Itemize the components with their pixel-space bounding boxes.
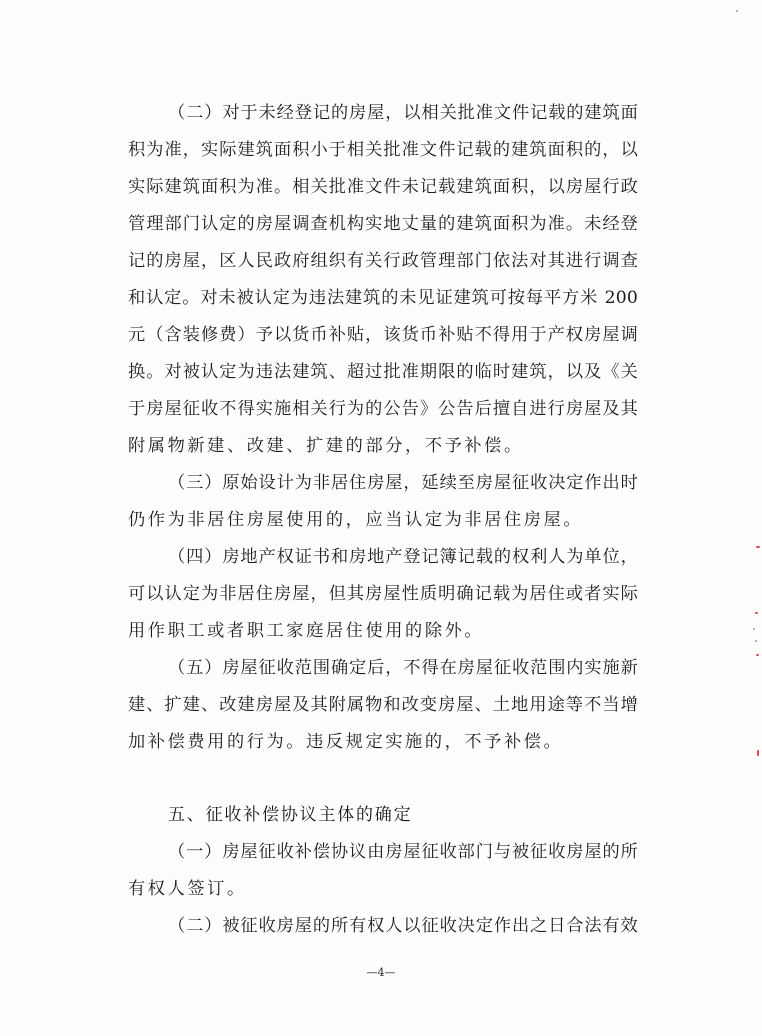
text-line: 和认定。对未被认定为违法建筑的未见证建筑可按每平方米 200 — [128, 288, 638, 308]
text-line: 附属物新建、改建、扩建的部分，不予补偿。 — [128, 436, 524, 456]
scan-mark — [756, 654, 759, 656]
text-line: 用作职工或者职工家庭居住使用的除外。 — [128, 621, 485, 641]
text-line: 有权人签订。 — [128, 879, 247, 899]
text-line: 换。对被认定为违法建筑、超过批准期限的临时建筑，以及《关 — [128, 362, 638, 382]
text-line: （五）房屋征收范围确定后，不得在房屋征收范围内实施新 — [168, 658, 638, 678]
text-line: （四）房地产权证书和房地产登记簿记载的权利人为单位， — [168, 547, 638, 567]
scan-mark — [756, 546, 760, 548]
text-line: （二）对于未经登记的房屋，以相关批准文件记载的建筑面 — [168, 103, 638, 123]
text-line: 管理部门认定的房屋调查机构实地丈量的建筑面积为准。未经登 — [128, 214, 638, 234]
scan-dot — [753, 628, 755, 630]
text-line: 加补偿费用的行为。违反规定实施的，不予补偿。 — [128, 732, 564, 752]
text-line: 建、扩建、改建房屋及其附属物和改变房屋、土地用途等不当增 — [128, 695, 638, 715]
text-line: 元（含装修费）予以货币补贴，该货币补贴不得用于产权房屋调 — [128, 325, 638, 345]
text-line: （二）被征收房屋的所有权人以征收决定作出之日合法有效 — [168, 916, 638, 936]
text-line: （一）房屋征收补偿协议由房屋征收部门与被征收房屋的所 — [168, 842, 638, 862]
page-number: —4— — [366, 966, 396, 979]
text-line: 仍作为非居住房屋使用的，应当认定为非居住房屋。 — [128, 510, 584, 530]
text-line: 积为准，实际建筑面积小于相关批准文件记载的建筑面积的，以 — [128, 140, 638, 160]
scan-mark — [755, 612, 758, 614]
scan-mark — [757, 750, 759, 756]
scan-dot — [755, 640, 757, 642]
section-heading: 五、征收补偿协议主体的确定 — [168, 805, 413, 825]
text-line: 实际建筑面积为准。相关批准文件未记载建筑面积，以房屋行政 — [128, 177, 638, 197]
text-line: 于房屋征收不得实施相关行为的公告》公告后擅自进行房屋及其 — [128, 399, 638, 419]
scan-dot — [736, 10, 738, 12]
text-line: 可以认定为非居住房屋，但其房屋性质明确记载为居住或者实际 — [128, 584, 638, 604]
text-line: （三）原始设计为非居住房屋，延续至房屋征收决定作出时 — [168, 473, 638, 493]
text-line: 记的房屋，区人民政府组织有关行政管理部门依法对其进行调查 — [128, 251, 638, 271]
